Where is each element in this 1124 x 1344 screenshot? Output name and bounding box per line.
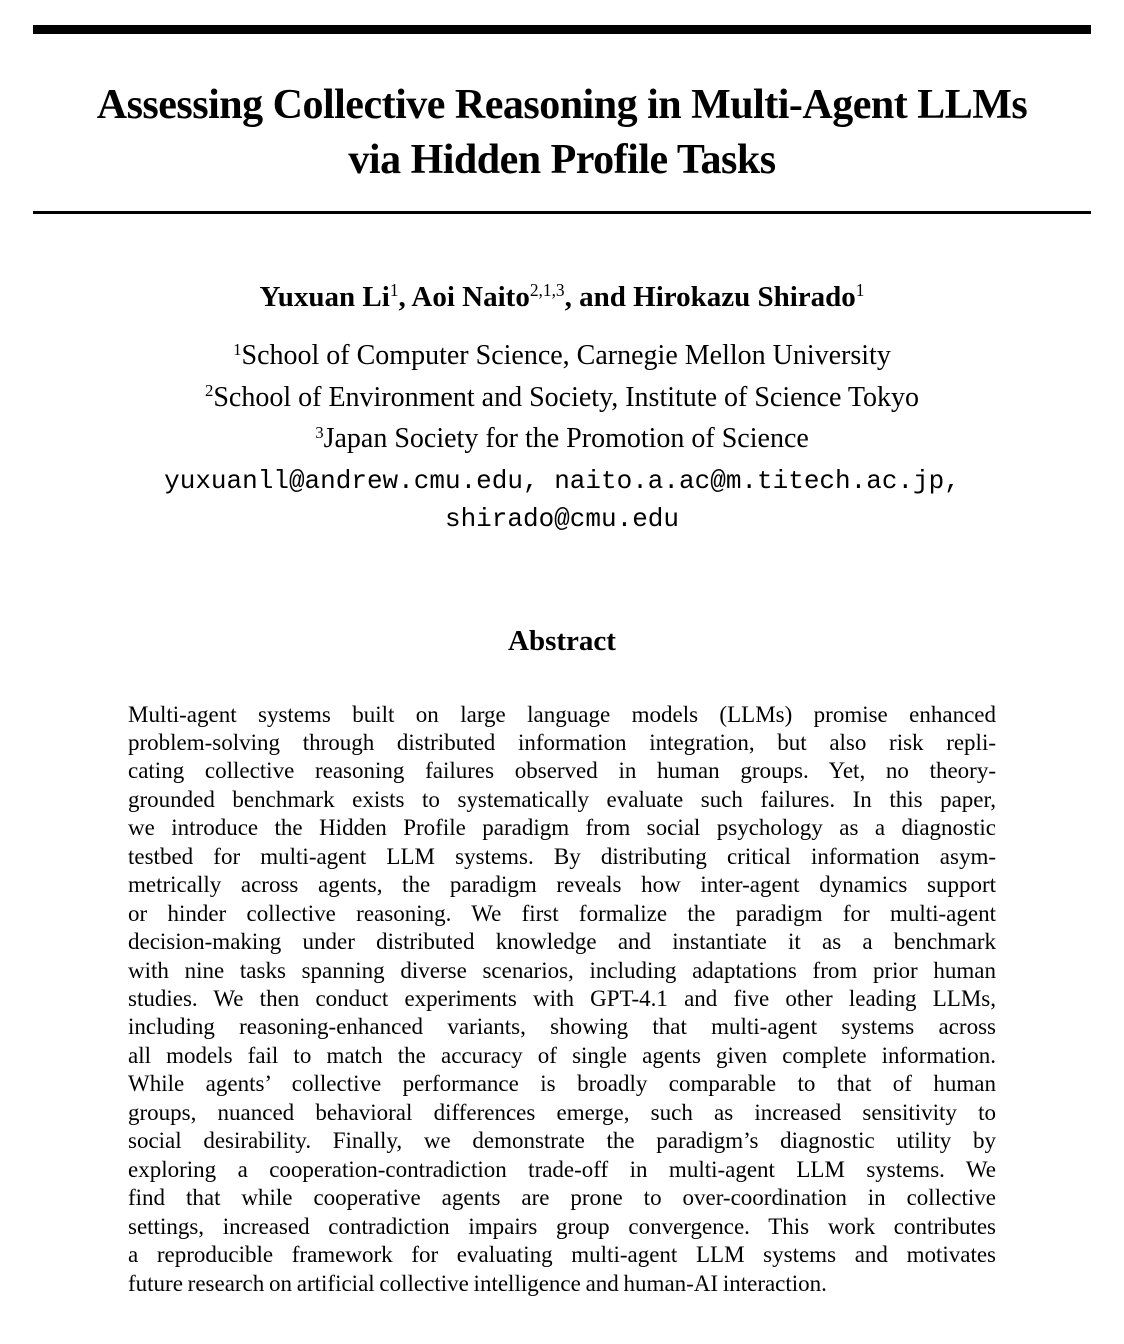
abstract-line: groups, nuanced behavioral differences emerge, such as increased sensitivity to (128, 1099, 996, 1125)
author-name: Yuxuan Li (259, 281, 390, 313)
abstract-line: metrically across agents, the paradigm reveals how inter-agent dynamics support (128, 872, 996, 898)
email-line-2: shirado@cmu.edu (444, 503, 680, 534)
abstract-line: find that while cooperative agents are prone to over-coordination in collective (128, 1185, 996, 1211)
abstract-line: a reproducible framework for evaluating multi-agent LLM systems and motivates (128, 1242, 996, 1268)
abstract-line: problem-solving through distributed information integration, but also risk repli- (128, 729, 996, 755)
title-line-2: via Hidden Profile Tasks (348, 137, 776, 183)
affiliation-text: Japan Society for the Promotion of Science (323, 423, 809, 454)
abstract-line: including reasoning-enhanced variants, showing that multi-agent systems across (128, 1014, 996, 1040)
abstract-line: all models fail to match the accuracy of single agents given complete information. (128, 1042, 996, 1068)
affiliation-line (0, 379, 1124, 421)
abstract-line: studies. We then conduct experiments with GPT-4.1 and five other leading LLMs, (128, 986, 996, 1012)
abstract-line: decision-making under distributed knowledge and instantiate it as a benchmark (128, 929, 996, 955)
affiliation-line (0, 337, 1124, 379)
abstract-line: exploring a cooperation-contradiction trade-off in multi-agent LLM systems. We (128, 1156, 996, 1182)
abstract-text (128, 701, 996, 1299)
abstract-line: social desirability. Finally, we demonstrate the paradigm’s diagnostic utility by (128, 1128, 996, 1154)
abstract-line: future research on artificial collective intelligence and human-AI interaction. (128, 1270, 827, 1296)
author-affiliation-superscript: 1 (389, 280, 399, 301)
abstract-line: cating collective reasoning failures observed in human groups. Yet, no theory- (128, 758, 996, 784)
affiliation-superscript: 1 (233, 339, 242, 359)
affiliation-line (0, 420, 1124, 462)
paper-title (10, 78, 1114, 188)
abstract-heading: Abstract (508, 624, 616, 657)
author-line (0, 280, 1124, 317)
title-line-1: Assessing Collective Reasoning in Multi-Agent LLMs (96, 82, 1028, 128)
author-name: Hirokazu Shirado (633, 281, 856, 313)
top-rule-thick (33, 25, 1091, 34)
affiliation-list (0, 337, 1124, 462)
abstract-line: we introduce the Hidden Profile paradigm from social psychology as a diagnostic (128, 815, 996, 841)
abstract-line: Multi-agent systems built on large language models (LLMs) promise enhanced (128, 701, 996, 727)
affiliation-superscript: 2 (204, 381, 214, 401)
affiliation-superscript: 3 (315, 422, 324, 442)
abstract-line: or hinder collective reasoning. We first formalize the paradigm for multi-agent (128, 900, 996, 926)
email-line-1: yuxuanll@andrew.cmu.edu, naito.a.ac@m.titech.ac.jp, (164, 465, 960, 496)
affiliation-text: School of Computer Science, Carnegie Mellon University (241, 340, 891, 371)
abstract-line: settings, increased contradiction impairs group convergence. This work contributes (128, 1213, 996, 1239)
author-separator: , (398, 281, 412, 313)
author-affiliation-superscript: 1 (855, 280, 865, 301)
affiliation-text: School of Environment and Society, Institute of Science Tokyo (213, 381, 920, 413)
abstract-line: grounded benchmark exists to systematically evaluate such failures. In this paper, (128, 786, 996, 812)
abstract-line: testbed for multi-agent LLM systems. By distributing critical information asym- (128, 843, 996, 869)
title-underline-rule (33, 211, 1091, 214)
email-block (0, 462, 1124, 538)
author-name: Aoi Naito (411, 281, 530, 313)
abstract-line: While agents’ collective performance is broadly comparable to that of human (128, 1071, 996, 1097)
author-affiliation-superscript: 2,1,3 (529, 280, 565, 301)
author-separator: , and (564, 281, 634, 313)
abstract-line: with nine tasks spanning diverse scenarios, including adaptations from prior human (128, 957, 996, 983)
